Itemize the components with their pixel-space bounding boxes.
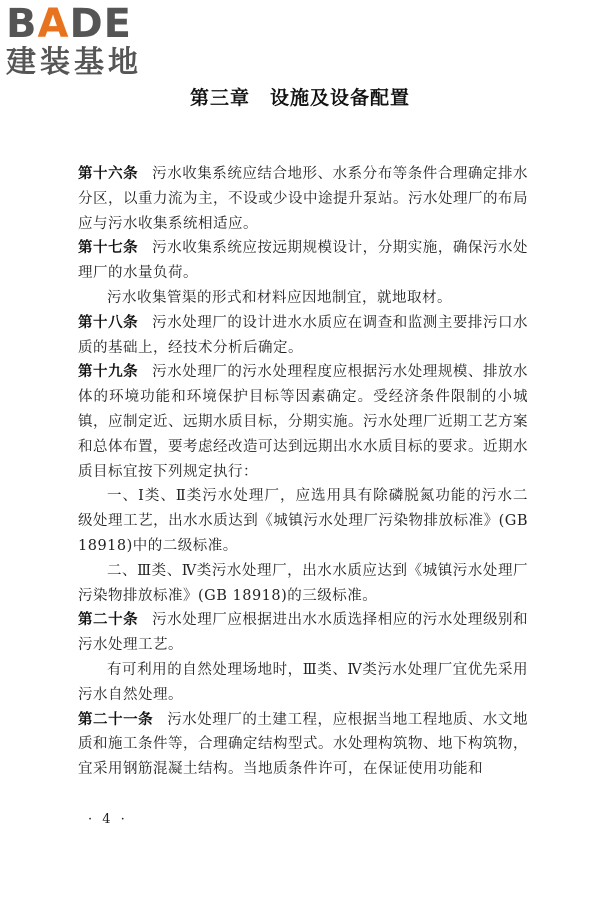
page-number: · 4 · xyxy=(88,812,128,827)
list-item-2: 二、Ⅲ类、Ⅳ类污水处理厂，出水水质应达到《城镇污水处理厂污染物排放标准》(GB 18918)的三级标准。 xyxy=(78,562,528,604)
logo-letters-1: B xyxy=(6,1,38,47)
paragraph: 污水收集管渠的形式和材料应因地制宜，就地取材。 xyxy=(107,289,452,306)
logo-letter-accent: A xyxy=(37,1,70,47)
article-21 xyxy=(78,708,528,782)
article-text: 污水处理厂的污水处理程度应根据污水处理规模、排放水体的环境功能和环境保护目标等因素确定。受经济条件限制的小城镇，应制定近、远期水质目标，分期实施。污水处理厂近期工艺方案和总体布置，要考虑经改造可达到远期出水水质目标的要求。近期水质目标宜按下列规定执行： xyxy=(78,364,529,480)
article-18 xyxy=(78,311,528,361)
article-20 xyxy=(78,608,528,658)
article-label: 第十七条 xyxy=(78,240,139,257)
article-text: 污水收集系统应按远期规模设计，分期实施，确保污水处理厂的水量负荷。 xyxy=(78,240,529,282)
article-text: 污水收集系统应结合地形、水系分布等条件合理确定排水分区，以重力流为主，不设或少设中途提升泵站。污水处理厂的布局应与污水收集系统相适应。 xyxy=(78,166,529,232)
list-item-1: 一、Ⅰ类、Ⅱ类污水处理厂，应选用具有除磷脱氮功能的污水二级处理工艺，出水水质达到《城镇污水处理厂污染物排放标准》(GB 18918)中的二级标准。 xyxy=(78,488,528,554)
article-label: 第二十一条 xyxy=(78,711,154,728)
article-text: 污水处理厂的设计进水水质应在调查和监测主要排污口水质的基础上，经技术分析后确定。 xyxy=(78,314,529,356)
article-label: 第十八条 xyxy=(78,314,139,331)
article-text: 污水处理厂的土建工程，应根据当地工程地质、水文地质和施工条件等，合理确定结构型式。水处理构筑物、地下构筑物，宜采用钢筋混凝土结构。当地质条件许可，在保证使用功能和 xyxy=(78,711,529,778)
logo-wordmark xyxy=(6,2,178,46)
chapter-title: 第三章 设施及设备配置 xyxy=(189,87,410,109)
article-label: 第十九条 xyxy=(78,364,139,381)
article-text: 污水处理厂应根据进出水水质选择相应的污水处理级别和污水处理工艺。 xyxy=(78,612,529,654)
article-label: 第十六条 xyxy=(78,166,139,182)
article-label: 第二十条 xyxy=(78,612,139,629)
paragraph: 有可利用的自然处理场地时，Ⅲ类、Ⅳ类污水处理厂宜优先采用污水自然处理。 xyxy=(78,661,528,703)
bade-logo xyxy=(6,2,178,80)
logo-subtitle: 建装基地 xyxy=(6,45,142,80)
document-body xyxy=(78,162,528,782)
article-16 xyxy=(78,162,528,236)
logo-letters-2: DE xyxy=(69,1,132,47)
article-17 xyxy=(78,236,528,286)
article-19 xyxy=(78,360,528,484)
